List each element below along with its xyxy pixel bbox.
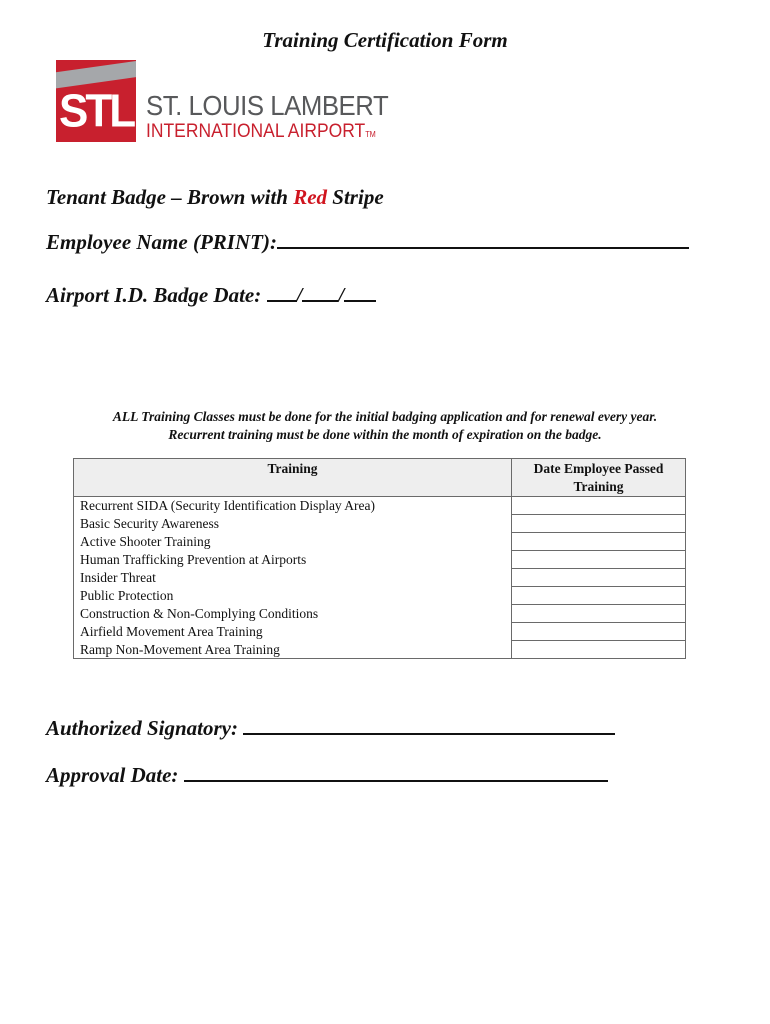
date-passed-cell[interactable] (512, 569, 686, 587)
header-date-passed: Date Employee Passed Training (512, 459, 686, 497)
table-row (74, 587, 686, 605)
badge-type-highlight: Red (293, 185, 328, 209)
training-name-cell: Public Protection (74, 587, 512, 605)
table-header-row (74, 459, 686, 497)
training-name-cell: Recurrent SIDA (Security Identification Display Area) (74, 497, 512, 515)
training-notice (0, 408, 770, 444)
employee-name-label: Employee Name (PRINT): (46, 230, 277, 254)
date-passed-cell[interactable] (512, 551, 686, 569)
employee-name-field[interactable] (277, 231, 689, 249)
stl-logo-mark (56, 60, 136, 142)
date-passed-cell[interactable] (512, 641, 686, 659)
airport-logo (56, 60, 389, 146)
date-passed-cell[interactable] (512, 623, 686, 641)
approval-date-field[interactable] (184, 764, 608, 782)
training-name-cell: Construction & Non-Complying Conditions (74, 605, 512, 623)
badge-date-separator: / (296, 283, 303, 307)
training-table (73, 458, 686, 659)
signatory-label: Authorized Signatory: (46, 716, 238, 740)
table-row (74, 551, 686, 569)
table-row (74, 623, 686, 641)
logo-name-line2-text: INTERNATIONAL AIRPORT (146, 121, 366, 142)
signatory-field[interactable] (243, 717, 615, 735)
training-name-cell: Basic Security Awareness (74, 515, 512, 533)
trademark-symbol: TM (365, 130, 376, 139)
date-passed-cell[interactable] (512, 605, 686, 623)
logo-name-line1: ST. LOUIS LAMBERT (146, 90, 389, 121)
table-row (74, 641, 686, 659)
badge-date-month-field[interactable] (267, 284, 297, 302)
approval-date-label: Approval Date: (46, 763, 179, 787)
employee-name-line (46, 230, 689, 255)
notice-line1: ALL Training Classes must be done for the initial badging application and for renewal every year. (112, 409, 658, 424)
badge-date-label: Airport I.D. Badge Date: (46, 283, 267, 307)
badge-type-suffix: Stripe (327, 185, 384, 209)
date-passed-cell[interactable] (512, 497, 686, 515)
notice-line2: Recurrent training must be done within the month of expiration on the badge. (168, 427, 602, 442)
table-row (74, 569, 686, 587)
badge-type-line (46, 185, 384, 210)
training-name-cell: Active Shooter Training (74, 533, 512, 551)
table-row (74, 533, 686, 551)
date-passed-cell[interactable] (512, 515, 686, 533)
table-row (74, 497, 686, 515)
badge-date-separator: / (338, 283, 345, 307)
table-row (74, 515, 686, 533)
page-title: Training Certification Form (262, 28, 508, 52)
training-name-cell: Airfield Movement Area Training (74, 623, 512, 641)
badge-date-year-field[interactable] (344, 284, 376, 302)
signatory-line (46, 716, 615, 741)
logo-mark-text: STL (59, 85, 134, 138)
date-passed-cell[interactable] (512, 587, 686, 605)
training-name-cell: Ramp Non-Movement Area Training (74, 641, 512, 659)
badge-date-day-field[interactable] (302, 284, 338, 302)
training-name-cell: Human Trafficking Prevention at Airports (74, 551, 512, 569)
badge-type-prefix: Tenant Badge – Brown with (46, 185, 294, 209)
approval-date-line (46, 763, 608, 788)
training-name-cell: Insider Threat (74, 569, 512, 587)
logo-name-line2 (146, 122, 376, 141)
table-row (74, 605, 686, 623)
badge-date-line (46, 283, 376, 308)
header-training: Training (74, 459, 512, 497)
date-passed-cell[interactable] (512, 533, 686, 551)
